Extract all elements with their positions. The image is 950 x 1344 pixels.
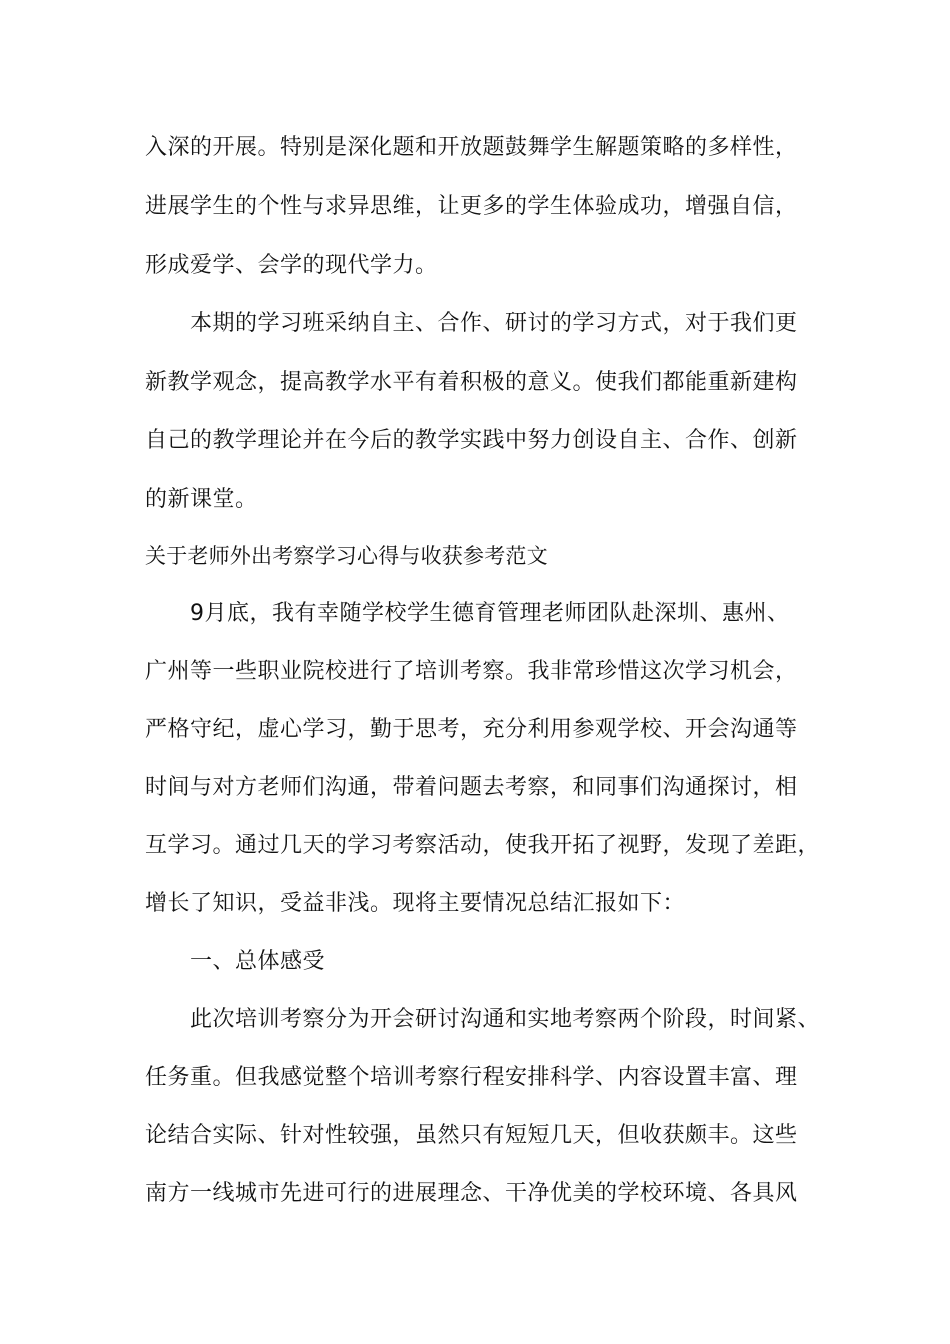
subsection-heading: 一、总体感受: [190, 949, 326, 974]
paragraph-line: 入深的开展。特别是深化题和开放题鼓舞学生解题策略的多样性，: [145, 135, 798, 160]
paragraph-line: 广州等一些职业院校进行了培训考察。我非常珍惜这次学习机会，: [145, 659, 798, 684]
paragraph-line: 自己的教学理论并在今后的教学实践中努力创设自主、合作、创新: [145, 428, 798, 453]
paragraph-line: 此次培训考察分为开会研讨沟通和实地考察两个阶段，时间紧、: [190, 1007, 821, 1032]
paragraph-line: 进展学生的个性与求异思维，让更多的学生体验成功，增强自信，: [145, 194, 798, 219]
paragraph-line: 严格守纪，虚心学习，勤于思考，充分利用参观学校、开会沟通等: [145, 717, 798, 742]
paragraph-line: 任务重。但我感觉整个培训考察行程安排科学、内容设置丰富、理: [145, 1065, 798, 1090]
paragraph-line: 新教学观念，提高教学水平有着积极的意义。使我们都能重新建构: [145, 370, 798, 395]
paragraph-line: 9月底，我有幸随学校学生德育管理老师团队赴深圳、惠州、: [190, 601, 790, 626]
paragraph-line: 形成爱学、会学的现代学力。: [145, 253, 438, 278]
paragraph-line: 本期的学习班采纳自主、合作、研讨的学习方式，对于我们更: [190, 311, 798, 336]
paragraph-line: 增长了知识，受益非浅。现将主要情况总结汇报如下：: [145, 891, 686, 916]
paragraph-line: 论结合实际、针对性较强，虽然只有短短几天，但收获颇丰。这些: [145, 1123, 798, 1148]
paragraph-line: 的新课堂。: [145, 487, 258, 512]
section-title: 关于老师外出考察学习心得与收获参考范文: [145, 544, 548, 568]
paragraph-line: 时间与对方老师们沟通，带着问题去考察，和同事们沟通探讨，相: [145, 775, 798, 800]
paragraph-line: 互学习。通过几天的学习考察活动，使我开拓了视野，发现了差距，: [145, 833, 821, 858]
paragraph-line: 南方一线城市先进可行的进展理念、干净优美的学校环境、各具风: [145, 1181, 798, 1206]
